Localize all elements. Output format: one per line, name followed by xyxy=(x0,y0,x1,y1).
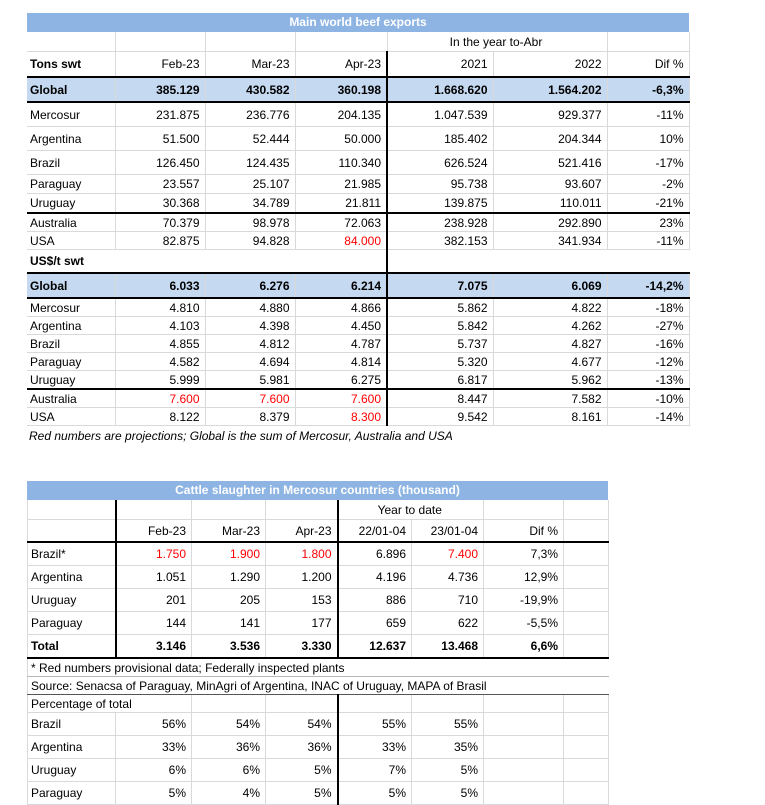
table-row xyxy=(27,102,689,127)
cell: 5% xyxy=(266,782,338,805)
cell: 929.377 xyxy=(493,102,607,127)
note-row xyxy=(28,677,609,695)
cell: 110.011 xyxy=(493,194,607,214)
cell: -19,9% xyxy=(484,589,564,612)
cell xyxy=(295,32,387,52)
cell: 1.900 xyxy=(192,542,266,566)
cell: -10% xyxy=(607,389,689,408)
cell: -16% xyxy=(607,335,689,353)
cell: 94.828 xyxy=(205,232,295,250)
cell xyxy=(484,782,564,805)
cell: 3.330 xyxy=(266,635,338,659)
cell: 6% xyxy=(192,759,266,782)
cell xyxy=(564,635,609,659)
cell: 5.862 xyxy=(387,298,493,317)
cell: 144 xyxy=(116,612,192,635)
cell: 4% xyxy=(192,782,266,805)
cell: 4.814 xyxy=(295,353,387,371)
cell: 1.800 xyxy=(266,542,338,566)
cell: 6.214 xyxy=(295,273,387,298)
column-header: Dif % xyxy=(607,52,689,78)
column-header: 2021 xyxy=(387,52,493,78)
cell: 50.000 xyxy=(295,127,387,151)
cell: 6.276 xyxy=(205,273,295,298)
row-label: Brazil xyxy=(27,335,115,353)
cell xyxy=(338,695,412,713)
cell: 4.866 xyxy=(295,298,387,317)
cell: 659 xyxy=(338,612,412,635)
cell: 7,3% xyxy=(484,542,564,566)
cell: -14% xyxy=(607,408,689,426)
cell: 8.300 xyxy=(295,408,387,426)
cell: 4.582 xyxy=(115,353,205,371)
year-span-header: In the year to-Abr xyxy=(387,32,607,52)
column-header: Feb-23 xyxy=(116,520,192,543)
cell: 5% xyxy=(266,759,338,782)
cell xyxy=(27,32,115,52)
cell: 204.135 xyxy=(295,102,387,127)
cell xyxy=(564,736,609,759)
cell xyxy=(564,782,609,805)
row-label: Global xyxy=(27,273,115,298)
table-row xyxy=(28,612,609,635)
global-row xyxy=(27,273,689,298)
cell: 35% xyxy=(412,736,484,759)
section-label: US$/t swt xyxy=(27,250,387,274)
cell: 521.416 xyxy=(493,151,607,175)
row-label: Paraguay xyxy=(28,612,116,635)
cell xyxy=(192,500,266,520)
table-row xyxy=(28,782,609,805)
cell: 110.340 xyxy=(295,151,387,175)
cell: 56% xyxy=(116,713,192,736)
row-label: Argentina xyxy=(28,736,116,759)
cell: 21.985 xyxy=(295,175,387,194)
cell: 84.000 xyxy=(295,232,387,250)
cell: 8.161 xyxy=(493,408,607,426)
column-header: Mar-23 xyxy=(192,520,266,543)
cell: -5,5% xyxy=(484,612,564,635)
cell: 8.122 xyxy=(115,408,205,426)
cell xyxy=(412,695,484,713)
cell: 622 xyxy=(412,612,484,635)
cell: 5.737 xyxy=(387,335,493,353)
cell: 5% xyxy=(116,782,192,805)
cell: 36% xyxy=(192,736,266,759)
cell: 4.398 xyxy=(205,317,295,335)
cell: 4.736 xyxy=(412,566,484,589)
cell: -6,3% xyxy=(607,77,689,102)
provisional-note: * Red numbers provisional data; Federally inspected plants xyxy=(28,658,609,677)
cell: 5.962 xyxy=(493,371,607,390)
table-row xyxy=(27,408,689,426)
column-header-row xyxy=(28,520,609,543)
cell: 23.557 xyxy=(115,175,205,194)
cell: -21% xyxy=(607,194,689,214)
row-label: Paraguay xyxy=(27,175,115,194)
cell xyxy=(484,500,564,520)
table-row xyxy=(27,32,689,52)
cell: 886 xyxy=(338,589,412,612)
cell: -11% xyxy=(607,102,689,127)
cell: 6.069 xyxy=(493,273,607,298)
cell xyxy=(205,32,295,52)
cell xyxy=(387,250,689,274)
cell: 30.368 xyxy=(115,194,205,214)
cell: 5.981 xyxy=(205,371,295,390)
cell: 54% xyxy=(266,713,338,736)
cell: 55% xyxy=(338,713,412,736)
cell: 7.075 xyxy=(387,273,493,298)
cell: 3.146 xyxy=(116,635,192,659)
cell: -13% xyxy=(607,371,689,390)
table-row xyxy=(27,194,689,214)
cell: 72.063 xyxy=(295,213,387,232)
row-label: Uruguay xyxy=(27,194,115,214)
row-label: Argentina xyxy=(28,566,116,589)
cell: 6.896 xyxy=(338,542,412,566)
cell: 8.379 xyxy=(205,408,295,426)
cell: 1.290 xyxy=(192,566,266,589)
column-header xyxy=(28,520,116,543)
cell: 13.468 xyxy=(412,635,484,659)
cell: 6.275 xyxy=(295,371,387,390)
row-label: USA xyxy=(27,232,115,250)
row-label: Total xyxy=(28,635,116,659)
cell: 4.694 xyxy=(205,353,295,371)
row-label: Mercosur xyxy=(27,102,115,127)
cell: 95.738 xyxy=(387,175,493,194)
cell: -14,2% xyxy=(607,273,689,298)
table-row xyxy=(27,175,689,194)
cell xyxy=(564,589,609,612)
column-header: Apr-23 xyxy=(266,520,338,543)
table-row xyxy=(27,151,689,175)
beef-exports-table xyxy=(27,32,690,426)
cell: 5.842 xyxy=(387,317,493,335)
cell: 7.600 xyxy=(295,389,387,408)
column-header: 23/01-04 xyxy=(412,520,484,543)
table-row xyxy=(28,736,609,759)
row-label: Uruguay xyxy=(27,371,115,390)
table-row xyxy=(27,317,689,335)
total-row xyxy=(28,635,609,659)
cell xyxy=(564,759,609,782)
cell: -11% xyxy=(607,232,689,250)
cell: 153 xyxy=(266,589,338,612)
cell: 9.542 xyxy=(387,408,493,426)
cell xyxy=(564,713,609,736)
cell xyxy=(115,32,205,52)
cell: 54% xyxy=(192,713,266,736)
cell: 626.524 xyxy=(387,151,493,175)
row-label: Paraguay xyxy=(27,353,115,371)
cell: 23% xyxy=(607,213,689,232)
cell: 4.262 xyxy=(493,317,607,335)
cell: 238.928 xyxy=(387,213,493,232)
cell xyxy=(28,500,116,520)
cell: 7% xyxy=(338,759,412,782)
cell xyxy=(564,542,609,566)
cell xyxy=(484,713,564,736)
table-row xyxy=(27,213,689,232)
cell: 4.103 xyxy=(115,317,205,335)
table-row xyxy=(28,589,609,612)
table-row xyxy=(28,500,609,520)
cell: 139.875 xyxy=(387,194,493,214)
cell: 360.198 xyxy=(295,77,387,102)
table-row xyxy=(28,566,609,589)
cell: 10% xyxy=(607,127,689,151)
cell: 4.855 xyxy=(115,335,205,353)
cell: 4.812 xyxy=(205,335,295,353)
table-row xyxy=(28,759,609,782)
cell: 52.444 xyxy=(205,127,295,151)
cell: -18% xyxy=(607,298,689,317)
cell: 93.607 xyxy=(493,175,607,194)
table-row xyxy=(27,353,689,371)
year-to-date-header: Year to date xyxy=(338,500,484,520)
cell: 1.051 xyxy=(116,566,192,589)
cell xyxy=(564,612,609,635)
row-label: Australia xyxy=(27,389,115,408)
row-label: Argentina xyxy=(27,127,115,151)
cell xyxy=(484,736,564,759)
section-header-row xyxy=(27,250,689,274)
table-row xyxy=(27,298,689,317)
cell: 5% xyxy=(338,782,412,805)
cell: 231.875 xyxy=(115,102,205,127)
cell: 126.450 xyxy=(115,151,205,175)
cell: 7.600 xyxy=(205,389,295,408)
cell: 8.447 xyxy=(387,389,493,408)
cell: 7.600 xyxy=(115,389,205,408)
cell: 201 xyxy=(116,589,192,612)
cell xyxy=(192,695,266,713)
column-header: Apr-23 xyxy=(295,52,387,78)
row-label: USA xyxy=(27,408,115,426)
cell: 1.200 xyxy=(266,566,338,589)
cell: 1.668.620 xyxy=(387,77,493,102)
cell: 34.789 xyxy=(205,194,295,214)
column-header: 2022 xyxy=(493,52,607,78)
row-label: Australia xyxy=(27,213,115,232)
cell: 236.776 xyxy=(205,102,295,127)
cell: 4.196 xyxy=(338,566,412,589)
cell xyxy=(564,520,609,543)
cell: 185.402 xyxy=(387,127,493,151)
cell: 51.500 xyxy=(115,127,205,151)
table-row xyxy=(27,371,689,390)
cell: 12.637 xyxy=(338,635,412,659)
cell: -12% xyxy=(607,353,689,371)
column-header: Mar-23 xyxy=(205,52,295,78)
cell: -27% xyxy=(607,317,689,335)
column-header: Dif % xyxy=(484,520,564,543)
cell: 1.750 xyxy=(116,542,192,566)
row-label: Argentina xyxy=(27,317,115,335)
cell: 4.880 xyxy=(205,298,295,317)
row-label: Brazil xyxy=(27,151,115,175)
cell: 12,9% xyxy=(484,566,564,589)
cell: 7.582 xyxy=(493,389,607,408)
cattle-slaughter-title: Cattle slaughter in Mercosur countries (thousand) xyxy=(27,481,608,500)
row-label: Mercosur xyxy=(27,298,115,317)
cell xyxy=(266,500,338,520)
cell: 7.400 xyxy=(412,542,484,566)
cell: -2% xyxy=(607,175,689,194)
cell xyxy=(116,500,192,520)
cell: 292.890 xyxy=(493,213,607,232)
percentage-subheader: Percentage of total xyxy=(28,695,192,713)
cell: 430.582 xyxy=(205,77,295,102)
cell: 25.107 xyxy=(205,175,295,194)
cell: 98.978 xyxy=(205,213,295,232)
cell xyxy=(564,500,609,520)
cell: 710 xyxy=(412,589,484,612)
projections-note: Red numbers are projections; Global is the sum of Mercosur, Australia and USA xyxy=(29,429,453,443)
table-row xyxy=(27,335,689,353)
cell: 205 xyxy=(192,589,266,612)
cell: 6,6% xyxy=(484,635,564,659)
cell: -17% xyxy=(607,151,689,175)
note-row xyxy=(28,658,609,677)
table-row xyxy=(27,127,689,151)
cell: 36% xyxy=(266,736,338,759)
cell: 4.822 xyxy=(493,298,607,317)
cell: 4.810 xyxy=(115,298,205,317)
column-header: Tons swt xyxy=(27,52,115,78)
cell: 4.677 xyxy=(493,353,607,371)
cell: 33% xyxy=(116,736,192,759)
cattle-slaughter-table xyxy=(27,500,609,805)
row-label: Paraguay xyxy=(28,782,116,805)
column-header: Feb-23 xyxy=(115,52,205,78)
cell: 70.379 xyxy=(115,213,205,232)
cell xyxy=(564,695,609,713)
row-label: Brazil xyxy=(28,713,116,736)
subsection-header-row xyxy=(28,695,609,713)
cell xyxy=(564,566,609,589)
cell: 124.435 xyxy=(205,151,295,175)
cell: 1.564.202 xyxy=(493,77,607,102)
cell: 5% xyxy=(412,782,484,805)
row-label: Uruguay xyxy=(28,759,116,782)
cell: 341.934 xyxy=(493,232,607,250)
cell: 382.153 xyxy=(387,232,493,250)
cell: 4.450 xyxy=(295,317,387,335)
cell xyxy=(607,32,689,52)
cell xyxy=(484,695,564,713)
spacer xyxy=(27,447,765,481)
row-label: Global xyxy=(27,77,115,102)
cell xyxy=(484,759,564,782)
column-header-row xyxy=(27,52,689,78)
column-header: 22/01-04 xyxy=(338,520,412,543)
cell: 3.536 xyxy=(192,635,266,659)
cell: 4.827 xyxy=(493,335,607,353)
cell xyxy=(266,695,338,713)
row-label: Brazil* xyxy=(28,542,116,566)
cell: 204.344 xyxy=(493,127,607,151)
cell: 5.320 xyxy=(387,353,493,371)
cell: 5% xyxy=(412,759,484,782)
cell: 6.033 xyxy=(115,273,205,298)
cell: 55% xyxy=(412,713,484,736)
cell: 33% xyxy=(338,736,412,759)
cell: 6% xyxy=(116,759,192,782)
source-note: Source: Senacsa of Paraguay, MinAgri of Argentina, INAC of Uruguay, MAPA of Brasil xyxy=(28,677,609,695)
row-label: Uruguay xyxy=(28,589,116,612)
table-row xyxy=(27,389,689,408)
cell: 4.787 xyxy=(295,335,387,353)
cell: 177 xyxy=(266,612,338,635)
cell: 21.811 xyxy=(295,194,387,214)
cell: 1.047.539 xyxy=(387,102,493,127)
beef-exports-title: Main world beef exports xyxy=(27,13,689,32)
table-row xyxy=(27,232,689,250)
table-row xyxy=(28,542,609,566)
cell: 385.129 xyxy=(115,77,205,102)
cell: 6.817 xyxy=(387,371,493,390)
cell: 5.999 xyxy=(115,371,205,390)
cell: 141 xyxy=(192,612,266,635)
cell: 82.875 xyxy=(115,232,205,250)
global-row xyxy=(27,77,689,102)
table-row xyxy=(28,713,609,736)
